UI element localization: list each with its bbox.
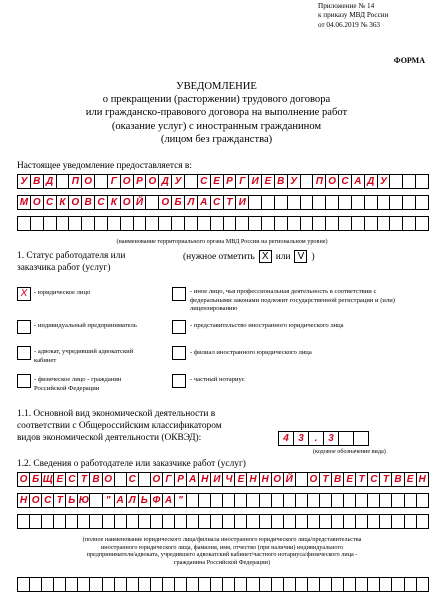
char-cell[interactable]: О — [271, 472, 284, 487]
mark-x-example: X — [259, 250, 272, 263]
mark-v-example: V — [294, 250, 307, 263]
char-cell[interactable]: О — [68, 195, 82, 210]
char-cell[interactable] — [145, 216, 159, 231]
char-cell[interactable]: О — [145, 174, 159, 189]
char-cell[interactable] — [261, 195, 275, 210]
mark-or: или — [275, 251, 291, 262]
char-cell[interactable]: И — [210, 472, 223, 487]
char-cell[interactable] — [223, 216, 237, 231]
grid-row — [17, 174, 429, 189]
char-cell[interactable]: С — [41, 493, 54, 508]
char-cell[interactable]: С — [65, 472, 78, 487]
char-cell[interactable]: О — [81, 174, 95, 189]
char-cell[interactable]: С — [210, 195, 224, 210]
char-cell[interactable] — [325, 195, 339, 210]
option-legal-entity: - юридическое лицо — [34, 289, 91, 296]
char-cell[interactable]: Е — [234, 472, 247, 487]
char-cell[interactable]: Н — [246, 472, 259, 487]
char-cell[interactable]: Н — [416, 472, 429, 487]
char-cell[interactable] — [416, 493, 429, 508]
char-cell[interactable]: О — [150, 472, 163, 487]
char-cell[interactable]: Л — [126, 493, 139, 508]
submitted-to-label: Настоящее уведомление предоставляется в: — [17, 161, 192, 171]
char-cell[interactable] — [389, 216, 403, 231]
option-individual-entrepreneur: - индивидуальный предприниматель — [34, 322, 137, 329]
option-branch: - филиал иностранного юридического лица — [190, 349, 312, 356]
checkbox-individual-entrepreneur[interactable] — [17, 320, 31, 334]
option-representative-office: - представительство иностранного юридического лица — [190, 322, 344, 329]
char-cell[interactable] — [43, 216, 57, 231]
char-cell[interactable] — [158, 216, 172, 231]
char-cell[interactable] — [415, 195, 429, 210]
char-cell[interactable]: Т — [319, 472, 332, 487]
char-cell[interactable]: О — [307, 472, 320, 487]
employer-caption — [17, 536, 427, 566]
char-cell[interactable] — [312, 216, 326, 231]
char-cell[interactable] — [94, 216, 108, 231]
char-cell[interactable]: В — [81, 195, 95, 210]
char-cell[interactable]: 3 — [323, 431, 339, 446]
mark-prefix: (нужное отметить — [183, 251, 255, 262]
char-cell[interactable]: О — [120, 195, 134, 210]
option-individual-citizen: - физическое лицо - гражданин Российской Федерации — [34, 376, 122, 392]
char-cell[interactable]: С — [94, 195, 108, 210]
char-cell[interactable]: Е — [261, 174, 275, 189]
caption-line: (полное наименование юридического лица/филиала иностранного юридического лица/представительства — [82, 536, 362, 543]
section11-line: соответствии с Общероссийским классификатором — [17, 421, 222, 431]
checkbox-individual-citizen[interactable] — [17, 374, 31, 388]
grid-row — [17, 514, 429, 529]
char-cell[interactable] — [325, 216, 339, 231]
char-cell[interactable]: У — [171, 174, 185, 189]
char-cell[interactable] — [94, 174, 108, 189]
char-cell[interactable]: Т — [77, 472, 90, 487]
char-cell[interactable] — [287, 216, 301, 231]
grid-row — [17, 195, 429, 210]
char-cell[interactable] — [402, 216, 416, 231]
char-cell[interactable] — [248, 216, 262, 231]
char-cell[interactable]: К — [56, 195, 70, 210]
char-cell[interactable]: Е — [53, 472, 66, 487]
char-cell[interactable]: С — [126, 472, 139, 487]
char-cell[interactable] — [68, 216, 82, 231]
char-cell[interactable]: П — [312, 174, 326, 189]
char-cell[interactable]: Й — [133, 195, 147, 210]
char-cell[interactable]: Р — [174, 472, 187, 487]
char-cell[interactable] — [248, 195, 262, 210]
checkbox-mark — [172, 320, 186, 334]
mark-suffix: ) — [311, 251, 315, 262]
char-cell[interactable] — [312, 195, 326, 210]
checkbox-mark: X — [17, 287, 31, 301]
char-cell[interactable] — [338, 431, 354, 446]
char-cell[interactable]: О — [102, 472, 115, 487]
char-cell[interactable]: Р — [133, 174, 147, 189]
char-cell[interactable]: " — [102, 493, 115, 508]
okved-cells — [278, 431, 369, 446]
char-cell[interactable] — [377, 195, 391, 210]
title-line: (оказание услуг) с иностранным гражданином — [111, 120, 322, 132]
char-cell[interactable] — [416, 514, 429, 529]
char-cell[interactable] — [81, 216, 95, 231]
mark-instruction — [183, 250, 315, 263]
section11-text — [17, 408, 222, 444]
char-cell[interactable]: Б — [29, 472, 42, 487]
char-cell[interactable]: Г — [235, 174, 249, 189]
char-cell[interactable]: Ф — [150, 493, 163, 508]
char-cell[interactable]: В — [391, 472, 404, 487]
char-cell[interactable]: Н — [17, 493, 30, 508]
option-other-person: - иное лицо, чья профессиональная деятельность в соответствии с федеральными законами подлежит государственной регистрации и (или) лицензированию — [190, 288, 395, 313]
char-cell[interactable] — [300, 174, 314, 189]
checkbox-representative-office[interactable] — [172, 320, 186, 334]
char-cell[interactable] — [274, 216, 288, 231]
employer-name-grid — [17, 472, 429, 529]
checkbox-mark — [17, 374, 31, 388]
char-cell[interactable]: А — [162, 493, 175, 508]
char-cell[interactable]: 3 — [293, 431, 309, 446]
char-cell[interactable] — [351, 216, 365, 231]
char-cell[interactable] — [338, 195, 352, 210]
char-cell[interactable]: С — [367, 472, 380, 487]
char-cell[interactable]: М — [17, 195, 31, 210]
char-cell[interactable]: Д — [158, 174, 172, 189]
caption-line: иностранного юридического лица, фамилия, имя, отчество (при наличии) индивидуального — [100, 543, 343, 551]
char-cell[interactable]: О — [325, 174, 339, 189]
char-cell[interactable]: Е — [210, 174, 224, 189]
char-cell[interactable] — [30, 216, 44, 231]
title-line: или гражданско-правового договора на выполнение работ — [85, 107, 348, 119]
section1-title-line: заказчика работ (услуг) — [17, 263, 111, 273]
char-cell[interactable] — [402, 195, 416, 210]
checkbox-mark — [172, 287, 186, 301]
char-cell[interactable] — [389, 195, 403, 210]
char-cell[interactable]: Н — [259, 472, 272, 487]
section1-title — [17, 250, 125, 274]
char-cell[interactable]: В — [274, 174, 288, 189]
char-cell[interactable] — [402, 174, 416, 189]
title-line: УВЕДОМЛЕНИЕ — [176, 81, 257, 92]
char-cell[interactable]: Ч — [222, 472, 235, 487]
char-cell[interactable] — [300, 216, 314, 231]
char-cell[interactable]: А — [197, 195, 211, 210]
char-cell[interactable]: К — [107, 195, 121, 210]
checkbox-mark — [17, 346, 31, 360]
char-cell[interactable]: О — [29, 493, 42, 508]
char-cell[interactable] — [133, 216, 147, 231]
char-cell[interactable] — [184, 216, 198, 231]
char-cell[interactable]: С — [197, 174, 211, 189]
char-cell[interactable]: Г — [107, 174, 121, 189]
char-cell[interactable] — [389, 174, 403, 189]
char-cell[interactable] — [364, 195, 378, 210]
char-cell[interactable]: Д — [364, 174, 378, 189]
char-cell[interactable]: Е — [404, 472, 417, 487]
char-cell[interactable] — [274, 195, 288, 210]
char-cell[interactable]: О — [120, 174, 134, 189]
grid-row — [17, 493, 429, 508]
char-cell[interactable]: А — [186, 472, 199, 487]
char-cell[interactable] — [416, 577, 429, 592]
char-cell[interactable]: А — [114, 493, 127, 508]
char-cell[interactable]: Т — [223, 195, 237, 210]
char-cell[interactable]: Ю — [78, 495, 90, 506]
section12-title: 1.2. Сведения о работодателе или заказчике работ (услуг) — [17, 459, 246, 469]
char-cell[interactable] — [210, 216, 224, 231]
document-title — [0, 80, 433, 146]
char-cell[interactable]: С — [338, 174, 352, 189]
char-cell[interactable]: У — [287, 174, 301, 189]
char-cell[interactable] — [184, 174, 198, 189]
char-cell[interactable]: С — [43, 195, 57, 210]
char-cell[interactable] — [338, 216, 352, 231]
checkbox-lawyer[interactable] — [17, 346, 31, 360]
char-cell[interactable] — [287, 195, 301, 210]
char-cell[interactable] — [107, 216, 121, 231]
char-cell[interactable]: Т — [355, 472, 368, 487]
char-cell[interactable]: Р — [223, 174, 237, 189]
char-cell[interactable]: Е — [343, 472, 356, 487]
char-cell[interactable] — [17, 216, 31, 231]
char-cell[interactable]: Ь — [138, 493, 151, 508]
char-cell[interactable] — [351, 195, 365, 210]
section1-title-line: 1. Статус работодателя или — [17, 251, 126, 261]
char-cell[interactable] — [171, 216, 185, 231]
char-cell[interactable]: О — [158, 195, 172, 210]
char-cell[interactable]: Й — [283, 472, 296, 487]
grid-row — [17, 577, 429, 592]
grid-row — [17, 216, 429, 231]
char-cell[interactable] — [353, 431, 369, 446]
char-cell[interactable]: О — [17, 472, 30, 487]
char-cell[interactable]: И — [248, 174, 262, 189]
char-cell[interactable]: Т — [379, 472, 392, 487]
authority-grid — [17, 174, 429, 231]
char-cell[interactable]: " — [174, 493, 187, 508]
section11-line: 1.1. Основной вид экономической деятельности в — [17, 409, 216, 419]
section11-line: видов экономической деятельности (ОКВЭД): — [17, 433, 202, 443]
appendix-line: к приказу МВД России — [318, 11, 389, 20]
char-cell[interactable]: Н — [198, 472, 211, 487]
employer-extra-grid — [17, 577, 429, 592]
appendix-header — [318, 2, 389, 30]
appendix-line: Приложение № 14 — [318, 2, 375, 10]
title-line: (лицом без гражданства) — [160, 133, 273, 145]
checkbox-other-person[interactable] — [172, 287, 186, 301]
char-cell[interactable]: . — [308, 431, 324, 446]
checkbox-mark — [172, 374, 186, 388]
char-cell[interactable]: П — [68, 174, 82, 189]
char-cell[interactable]: Т — [53, 493, 66, 508]
char-cell[interactable]: Д — [43, 174, 57, 189]
checkbox-legal-entity[interactable] — [17, 287, 31, 301]
char-cell[interactable]: О — [30, 195, 44, 210]
caption-line: предпринимателя/адвоката, учредившего адвокатский кабинет/частного нотариуса/физического лица - — [86, 551, 358, 559]
checkbox-mark — [172, 346, 186, 360]
option-lawyer: - адвокат, учредивший адвокатский кабинет — [34, 348, 134, 364]
char-cell[interactable]: Б — [171, 195, 185, 210]
char-cell[interactable]: В — [30, 174, 44, 189]
char-cell[interactable]: У — [17, 174, 31, 189]
char-cell[interactable]: Ь — [65, 493, 78, 508]
char-cell[interactable] — [415, 216, 429, 231]
checkbox-notary[interactable] — [172, 374, 186, 388]
char-cell[interactable]: У — [377, 174, 391, 189]
char-cell[interactable] — [364, 216, 378, 231]
checkbox-mark — [17, 320, 31, 334]
char-cell[interactable]: Л — [184, 195, 198, 210]
char-cell[interactable] — [120, 216, 134, 231]
char-cell[interactable]: Г — [162, 472, 175, 487]
char-cell[interactable] — [56, 216, 70, 231]
char-cell[interactable]: В — [89, 472, 102, 487]
char-cell[interactable] — [415, 174, 429, 189]
char-cell[interactable]: В — [331, 472, 344, 487]
char-cell[interactable] — [261, 216, 275, 231]
char-cell[interactable]: Щ — [42, 474, 53, 485]
char-cell[interactable]: 4 — [278, 431, 294, 446]
char-cell[interactable]: И — [235, 195, 249, 210]
title-line: о прекращении (расторжении) трудового договора — [102, 94, 331, 106]
char-cell[interactable] — [145, 195, 159, 210]
form-label: ФОРМА — [393, 56, 425, 65]
okved-caption: (кодовое обозначение вида) — [313, 448, 386, 455]
caption-line: гражданина Российской Федерации) — [173, 558, 271, 566]
char-cell[interactable] — [377, 216, 391, 231]
char-cell[interactable] — [235, 216, 249, 231]
appendix-line: от 04.06.2019 № 363 — [318, 20, 381, 29]
char-cell[interactable]: А — [351, 174, 365, 189]
checkbox-branch[interactable] — [172, 346, 186, 360]
char-cell[interactable] — [197, 216, 211, 231]
char-cell[interactable] — [56, 174, 70, 189]
authority-caption: (наименование территориального органа МВД России на региональном уровне) — [116, 238, 328, 245]
okved-code-field[interactable] — [278, 431, 369, 446]
char-cell[interactable] — [300, 195, 314, 210]
option-notary: - частный нотариус — [190, 376, 245, 383]
grid-row — [17, 472, 429, 487]
